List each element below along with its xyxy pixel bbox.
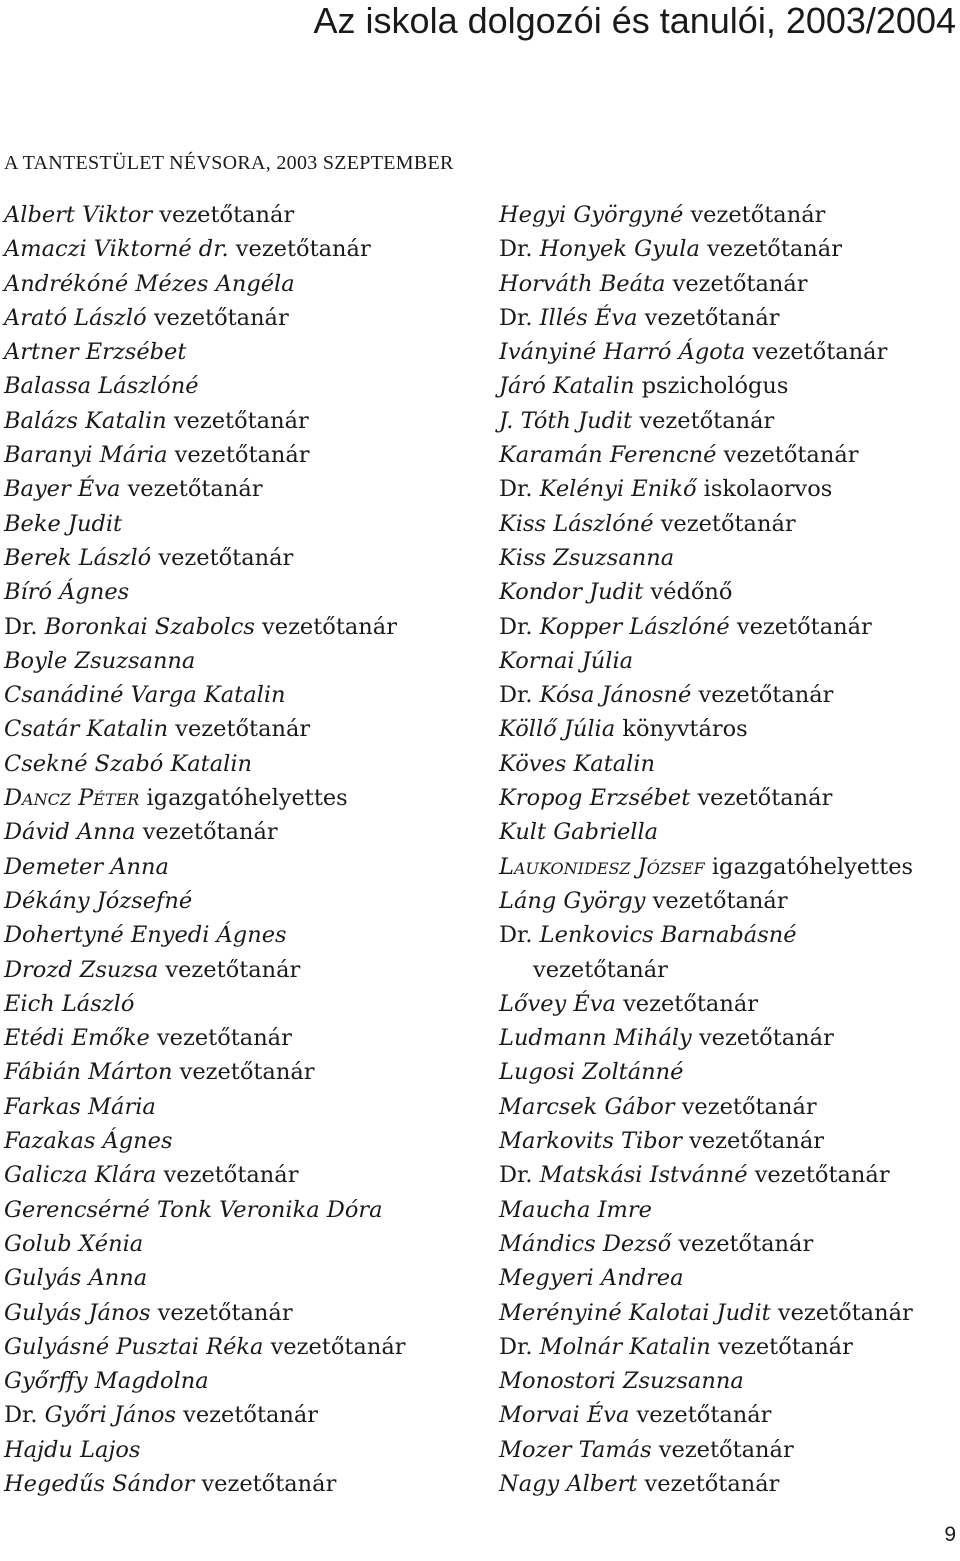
staff-role: vezetőtanár (658, 1436, 794, 1463)
staff-entry (4, 1261, 484, 1295)
staff-entry (499, 1467, 959, 1501)
staff-title-prefix: Dr. (499, 1162, 533, 1189)
staff-name: Artner Erzsébet (4, 339, 187, 366)
staff-entry (4, 1193, 484, 1227)
staff-entry (499, 712, 959, 746)
staff-name: Gulyásné Pusztai Réka (4, 1333, 264, 1360)
staff-role: vezetőtanár (179, 1059, 315, 1086)
page-number: 9 (944, 1523, 956, 1546)
staff-name: Boyle Zsuzsanna (4, 647, 196, 674)
staff-name: Fábián Márton (4, 1059, 173, 1086)
staff-entry (499, 644, 959, 678)
staff-name: Lővey Éva (499, 990, 616, 1017)
staff-entry (4, 301, 484, 335)
staff-role: vezetőtanár (717, 1333, 853, 1360)
staff-name: Balázs Katalin (4, 407, 167, 434)
staff-role: vezetőtanár (698, 682, 834, 709)
staff-title-prefix: Dr. (499, 1333, 533, 1360)
staff-entry (4, 1330, 484, 1364)
staff-name: Dancz Péter (4, 785, 140, 812)
staff-role: vezetőtanár (636, 1402, 772, 1429)
staff-entry (499, 541, 959, 575)
staff-name: Bíró Ágnes (4, 579, 130, 606)
staff-name: Lenkovics Barnabásné (539, 922, 797, 949)
staff-name: Gulyás Anna (4, 1265, 148, 1292)
staff-role: vezetőtanár (681, 1093, 817, 1120)
staff-name: Etédi Emőke (4, 1025, 150, 1052)
staff-name: Boronkai Szabolcs (44, 613, 255, 640)
staff-title-prefix: Dr. (499, 476, 533, 503)
staff-role: könyvtáros (622, 716, 748, 743)
staff-role: pszichológus (641, 373, 789, 400)
staff-entry (4, 1467, 484, 1501)
staff-name: Kondor Judit (499, 579, 644, 606)
staff-role: vezetőtanár (697, 785, 833, 812)
staff-name: Albert Viktor (4, 202, 153, 228)
staff-name: Fazakas Ágnes (4, 1128, 173, 1155)
staff-name: Dékány Józsefné (4, 887, 193, 914)
staff-name: Kiss Zsuzsanna (499, 544, 675, 571)
staff-entry (4, 1021, 484, 1055)
section-heading: A TANTESTÜLET NÉVSORA, 2003 SZEPTEMBER (4, 152, 454, 174)
staff-role: vezetőtanár (754, 1162, 890, 1189)
staff-name: Nagy Albert (499, 1470, 638, 1497)
staff-entry (499, 472, 959, 506)
staff-name: Mozer Tamás (499, 1436, 652, 1463)
staff-name: Hegedűs Sándor (4, 1470, 195, 1497)
staff-title-prefix: Dr. (499, 304, 533, 331)
staff-role: vezetőtanár (142, 819, 278, 846)
staff-entry (499, 438, 959, 472)
staff-entry (499, 1124, 959, 1158)
staff-name: Hajdu Lajos (4, 1436, 141, 1463)
staff-name: Kropog Erzsébet (499, 785, 691, 812)
staff-entry (499, 1261, 959, 1295)
staff-entry (499, 404, 959, 438)
staff-role: vezetőtanár (623, 990, 758, 1017)
staff-entry (4, 781, 484, 815)
staff-entry (499, 918, 959, 952)
staff-role: vezetőtanár (644, 1470, 780, 1497)
staff-name: Horváth Beáta (499, 270, 666, 297)
staff-name: Illés Éva (539, 304, 638, 331)
staff-title-prefix: Dr. (4, 1402, 38, 1429)
staff-role: vezetőtanár (201, 1470, 337, 1497)
staff-name: Laukonidesz József (499, 853, 705, 880)
staff-name: Arató László (4, 304, 147, 331)
staff-entry (499, 301, 959, 335)
staff-name: Merényiné Kalotai Judit (499, 1299, 771, 1326)
staff-entry (4, 1433, 484, 1467)
staff-entry (4, 267, 484, 301)
staff-name: Csekné Szabó Katalin (4, 750, 253, 777)
staff-name: Győri János (44, 1402, 176, 1429)
staff-name: Kiss Lászlóné (499, 510, 654, 537)
staff-role: vezetőtanár (707, 236, 842, 263)
staff-name: Ludmann Mihály (499, 1025, 692, 1052)
staff-role: vezetőtanár (644, 304, 780, 331)
staff-role: vezetőtanár (533, 956, 668, 983)
staff-role: vezetőtanár (672, 270, 808, 297)
staff-title-prefix: Dr. (499, 613, 533, 640)
staff-role: vezetőtanár (639, 407, 775, 434)
staff-entry (499, 1330, 959, 1364)
staff-list-left-column (4, 198, 484, 1501)
staff-name: Honyek Gyula (539, 236, 700, 263)
staff-name: Matskási Istvánné (539, 1162, 748, 1189)
staff-name: Eich László (4, 990, 135, 1017)
staff-entry (499, 575, 959, 609)
staff-entry (4, 404, 484, 438)
staff-entry (499, 781, 959, 815)
staff-role: vezetőtanár (175, 716, 311, 743)
staff-name: Kult Gabriella (499, 819, 659, 846)
staff-name: Kopper Lászlóné (539, 613, 730, 640)
staff-entry (4, 644, 484, 678)
staff-entry (4, 678, 484, 712)
staff-role: vezetőtanár (183, 1402, 319, 1429)
staff-name: Beke Judit (4, 510, 123, 537)
staff-role: vezetőtanár (173, 407, 309, 434)
staff-role: vezetőtanár (652, 887, 788, 914)
staff-role: iskolaorvos (703, 476, 833, 503)
staff-entry (4, 850, 484, 884)
staff-entry (499, 1193, 959, 1227)
staff-entry (499, 747, 959, 781)
staff-role: vezetőtanár (752, 339, 888, 366)
staff-title-prefix: Dr. (4, 613, 38, 640)
staff-name: Bayer Éva (4, 476, 121, 503)
staff-name: Markovits Tibor (499, 1128, 682, 1155)
staff-entry (4, 335, 484, 369)
page-title: Az iskola dolgozói és tanulói, 2003/2004 (313, 0, 956, 41)
staff-name: Láng György (499, 887, 646, 914)
staff-role: vezetőtanár (153, 304, 289, 331)
staff-entry (499, 198, 959, 232)
staff-name: J. Tóth Judit (499, 407, 633, 434)
staff-role: védőnő (650, 579, 733, 606)
staff-name: Marcsek Gábor (499, 1093, 675, 1120)
staff-entry (499, 1227, 959, 1261)
staff-name: Hegyi Györgyné (499, 202, 684, 228)
staff-name: Golub Xénia (4, 1230, 144, 1257)
staff-entry (499, 815, 959, 849)
staff-name: Kósa Jánosné (539, 682, 692, 709)
staff-name: Dohertyné Enyedi Ágnes (4, 922, 287, 949)
staff-role: vezetőtanár (163, 1162, 299, 1189)
staff-name: Demeter Anna (4, 853, 169, 880)
staff-entry (4, 918, 484, 952)
staff-name: Megyeri Andrea (499, 1265, 684, 1292)
staff-entry (4, 610, 484, 644)
staff-entry (4, 747, 484, 781)
staff-entry (4, 884, 484, 918)
staff-name: Járó Katalin (499, 373, 635, 400)
staff-entry (4, 1364, 484, 1398)
staff-role: vezetőtanár (127, 476, 263, 503)
staff-name: Kornai Júlia (499, 647, 634, 674)
staff-entry (4, 1227, 484, 1261)
staff-role: vezetőtanár (698, 1025, 834, 1052)
staff-name: Gulyás János (4, 1299, 151, 1326)
staff-role: igazgatóhelyettes (711, 853, 914, 880)
staff-entry (499, 1158, 959, 1192)
staff-entry (499, 1433, 959, 1467)
staff-entry (4, 1055, 484, 1089)
staff-name: Drozd Zsuzsa (4, 956, 159, 983)
staff-role: vezetőtanár (690, 202, 826, 228)
staff-name: Csanádiné Varga Katalin (4, 682, 286, 709)
staff-name: Gerencsérné Tonk Veronika Dóra (4, 1196, 383, 1223)
staff-entry (499, 1296, 959, 1330)
staff-role: vezetőtanár (723, 442, 859, 469)
staff-list-right-column (499, 198, 959, 1501)
staff-name: Kelényi Enikő (539, 476, 697, 503)
staff-entry (4, 232, 484, 266)
staff-name: Győrffy Magdolna (4, 1368, 209, 1395)
staff-name: Berek László (4, 544, 152, 571)
staff-entry (499, 1055, 959, 1089)
staff-name: Morvai Éva (499, 1402, 630, 1429)
staff-name: Csatár Katalin (4, 716, 169, 743)
staff-name: Andrékóné Mézes Angéla (4, 270, 295, 297)
staff-entry (499, 1090, 959, 1124)
staff-name: Galicza Klára (4, 1162, 157, 1189)
staff-role: vezetőtanár (174, 442, 310, 469)
staff-entry (499, 1398, 959, 1432)
staff-role: vezetőtanár (736, 613, 872, 640)
staff-entry (499, 884, 959, 918)
staff-entry (499, 1364, 959, 1398)
staff-role: vezetőtanár (159, 202, 295, 228)
staff-entry (499, 232, 959, 266)
staff-role: vezetőtanár (777, 1299, 913, 1326)
staff-entry (4, 953, 484, 987)
staff-name: Molnár Katalin (539, 1333, 711, 1360)
staff-name: Köllő Júlia (499, 716, 616, 743)
staff-entry (4, 1158, 484, 1192)
staff-entry (4, 507, 484, 541)
staff-entry (4, 987, 484, 1021)
staff-entry (499, 850, 959, 884)
staff-role: vezetőtanár (270, 1333, 406, 1360)
staff-entry (4, 541, 484, 575)
staff-name: Maucha Imre (499, 1196, 652, 1223)
staff-title-prefix: Dr. (499, 236, 533, 263)
staff-name: Iványiné Harró Ágota (499, 339, 746, 366)
staff-entry (4, 1398, 484, 1432)
staff-role: vezetőtanár (157, 1299, 293, 1326)
staff-role: igazgatóhelyettes (146, 785, 348, 812)
staff-entry (4, 712, 484, 746)
staff-role: vezetőtanár (165, 956, 301, 983)
staff-role: vezetőtanár (660, 510, 796, 537)
staff-entry (499, 267, 959, 301)
staff-role: vezetőtanár (235, 236, 371, 263)
staff-name: Köves Katalin (499, 750, 656, 777)
staff-role: vezetőtanár (689, 1128, 825, 1155)
staff-name: Balassa Lászlóné (4, 373, 199, 400)
staff-entry (4, 1124, 484, 1158)
staff-name: Lugosi Zoltánné (499, 1059, 684, 1086)
staff-entry (4, 815, 484, 849)
staff-entry (499, 369, 959, 403)
staff-role: vezetőtanár (678, 1230, 814, 1257)
staff-entry (4, 1090, 484, 1124)
staff-entry (4, 369, 484, 403)
staff-entry (499, 610, 959, 644)
staff-name: Farkas Mária (4, 1093, 156, 1120)
staff-name: Karamán Ferencné (499, 442, 717, 469)
staff-title-prefix: Dr. (499, 922, 533, 949)
staff-entry (4, 1296, 484, 1330)
staff-name: Dávid Anna (4, 819, 136, 846)
staff-entry (4, 575, 484, 609)
staff-entry (4, 198, 484, 232)
staff-role: vezetőtanár (158, 544, 294, 571)
staff-entry (499, 678, 959, 712)
staff-name: Amaczi Viktorné dr. (4, 236, 229, 263)
staff-name: Monostori Zsuzsanna (499, 1368, 744, 1395)
staff-entry (4, 438, 484, 472)
staff-title-prefix: Dr. (499, 682, 533, 709)
staff-entry (499, 1021, 959, 1055)
staff-role: vezetőtanár (262, 613, 397, 640)
staff-entry (4, 472, 484, 506)
staff-entry (499, 335, 959, 369)
staff-entry (499, 987, 959, 1021)
staff-entry (499, 953, 959, 987)
staff-name: Baranyi Mária (4, 442, 168, 469)
staff-entry (499, 507, 959, 541)
staff-name: Mándics Dezső (499, 1230, 672, 1257)
staff-role: vezetőtanár (156, 1025, 292, 1052)
